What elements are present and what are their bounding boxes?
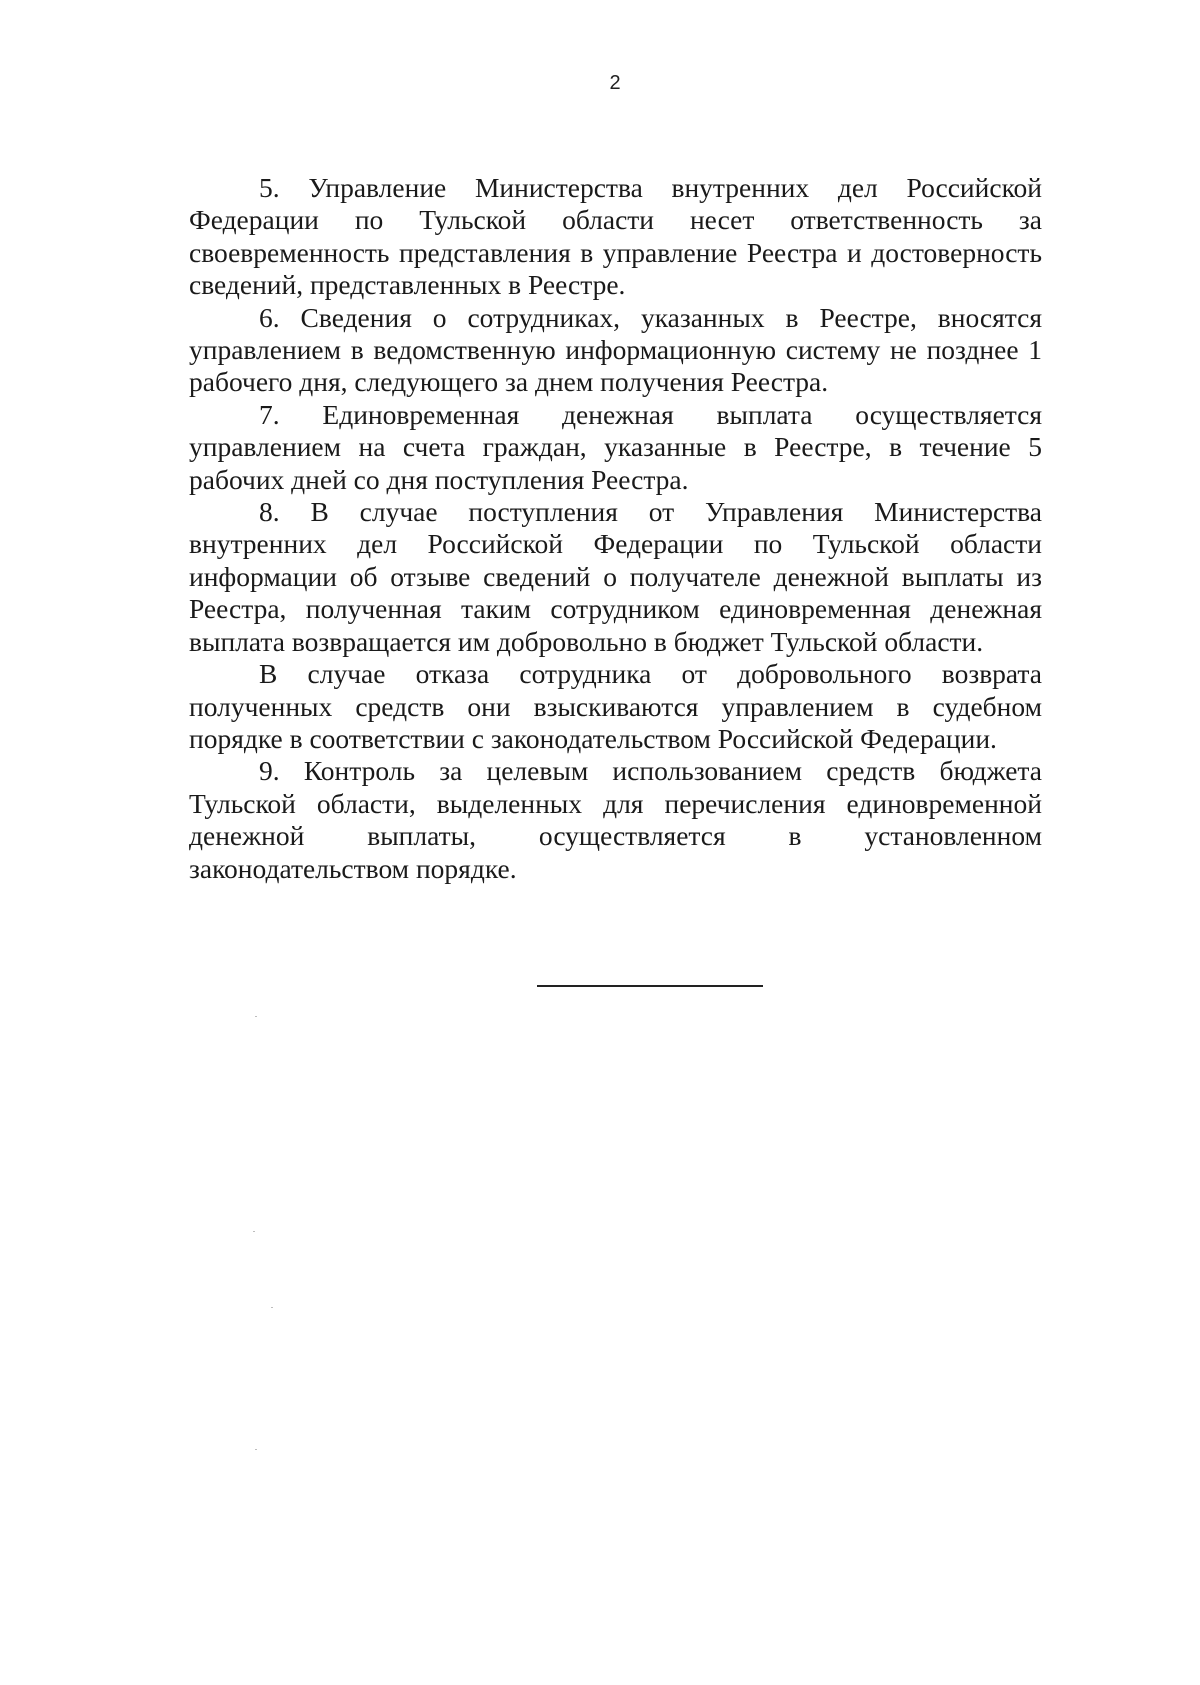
scan-speck <box>255 1449 257 1450</box>
scan-speck <box>271 1307 273 1308</box>
paragraph-item-9: 9. Контроль за целевым использованием средств бюджета Тульской области, выделенных для перечисления единовременной денежной выплаты, осуществляется в установленном законодательством порядке. <box>189 755 1042 884</box>
paragraph-item-6: 6. Сведения о сотрудниках, указанных в Реестре, вносятся управлением в ведомственную информационную систему не позднее 1 рабочего дня, следующего за днем получения Реестра. <box>189 301 1042 398</box>
document-end-divider <box>537 985 763 987</box>
paragraph-item-7: 7. Единовременная денежная выплата осуществляется управлением на счета граждан, указанные в Реестре, в течение 5 рабочих дней со дня поступления Реестра. <box>189 398 1042 495</box>
paragraph-item-5: 5. Управление Министерства внутренних дел Российской Федерации по Тульской области несет ответственность за своевременность представления в управление Реестра и достоверность сведений, представленных в Реестре. <box>189 172 1042 301</box>
paragraph-item-8-continued: В случае отказа сотрудника от добровольного возврата полученных средств они взыскиваются управлением в судебном порядке в соответствии с законодательством Российской Федерации. <box>189 658 1042 754</box>
scan-speck <box>255 1016 257 1017</box>
scan-speck <box>253 1231 255 1232</box>
page-number: 2 <box>609 72 621 94</box>
document-body <box>189 172 1042 885</box>
paragraph-item-8: 8. В случае поступления от Управления Министерства внутренних дел Российской Федерации по Тульской области информации об отзыве сведений о получателе денежной выплаты из Реестра, полученная таким сотрудником единовременная денежная выплата возвращается им добровольно в бюджет Тульской области. <box>189 496 1042 657</box>
